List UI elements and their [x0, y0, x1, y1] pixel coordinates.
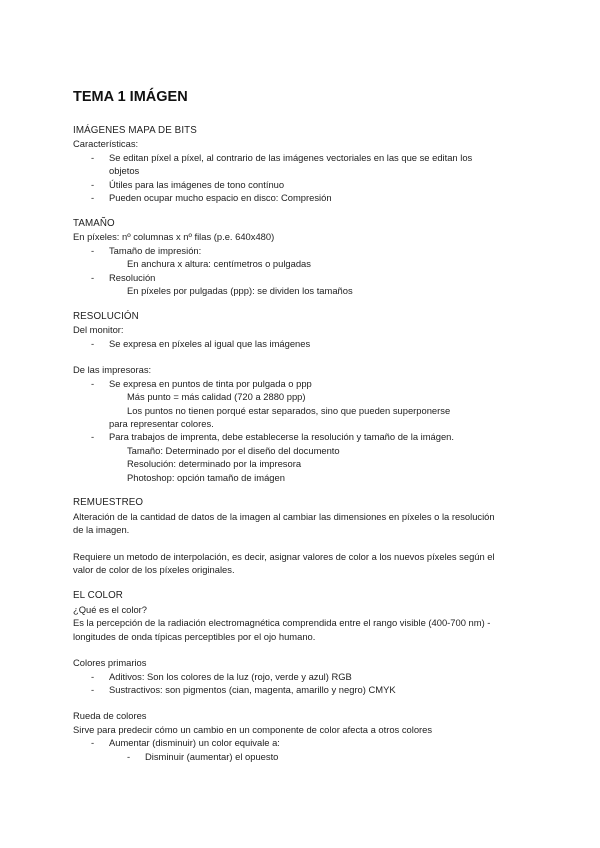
section-heading-tamano: TAMAÑO [73, 218, 115, 229]
list-item: Útiles para las imágenes de tono contínuo [109, 179, 285, 190]
list-item: Se expresa en píxeles al igual que las imágenes [109, 338, 311, 349]
list-item-detail: Resolución: determinado por la impresora [127, 458, 302, 469]
section-heading-bitmap: IMÁGENES MAPA DE BITS [73, 125, 197, 136]
list-item-detail: Tamaño: Determinado por el diseño del documento [127, 445, 340, 456]
list-item-continuation: para representar colores. [109, 418, 214, 429]
paragraph-line: Sirve para predecir cómo un cambio en un componente de color afecta a otros colores [73, 724, 433, 735]
section-subheading: Características: [73, 138, 139, 149]
section-heading-resolucion: RESOLUCIÓN [73, 311, 139, 322]
list-item-detail: Los puntos no tienen porqué estar separados, sino que pueden superponerse [127, 405, 451, 416]
section-subheading: Rueda de colores [73, 710, 147, 721]
list-item: Para trabajos de imprenta, debe establecerse la resolución y tamaño de la imágen. [109, 431, 454, 442]
list-item: Tamaño de impresión: [109, 245, 202, 256]
page-title: TEMA 1 IMÁGEN [73, 89, 188, 105]
section-heading-remuestreo: REMUESTREO [73, 497, 144, 508]
bullet-dash: - [91, 152, 95, 163]
list-item-detail: Más punto = más calidad (720 a 2880 ppp) [127, 391, 306, 402]
paragraph-line: Requiere un metodo de interpolación, es decir, asignar valores de color a los nuevos píxeles según el [73, 551, 495, 562]
bullet-dash: - [91, 431, 95, 442]
list-item-nested: Disminuir (aumentar) el opuesto [145, 751, 279, 762]
bullet-dash: - [91, 179, 95, 190]
list-item: Sustractivos: son pigmentos (cian, magenta, amarillo y negro) CMYK [109, 684, 396, 695]
section-subheading: Colores primarios [73, 657, 147, 668]
list-item-detail: En anchura x altura: centímetros o pulgadas [127, 258, 311, 269]
bullet-dash: - [91, 245, 95, 256]
section-subheading: Del monitor: [73, 324, 124, 335]
paragraph-line: Alteración de la cantidad de datos de la imagen al cambiar las dimensiones en píxeles o la resolución [73, 511, 495, 522]
question-line: ¿Qué es el color? [73, 604, 147, 615]
list-item-continuation: objetos [109, 165, 140, 176]
list-item: Aditivos: Son los colores de la luz (rojo, verde y azul) RGB [109, 671, 352, 682]
bullet-dash: - [91, 272, 95, 283]
section-subheading: De las impresoras: [73, 364, 152, 375]
list-item: Pueden ocupar mucho espacio en disco: Compresión [109, 192, 332, 203]
paragraph-line: valor de color de los píxeles originales. [73, 564, 235, 575]
list-item: Resolución [109, 272, 156, 283]
paragraph-line: longitudes de onda típicas perceptibles por el ojo humano. [73, 631, 316, 642]
bullet-dash: - [91, 671, 95, 682]
list-item: Aumentar (disminuir) un color equivale a: [109, 737, 280, 748]
list-item-detail: Photoshop: opción tamaño de imágen [127, 472, 285, 483]
bullet-dash: - [91, 737, 95, 748]
bullet-dash: - [91, 378, 95, 389]
list-item: Se editan píxel a píxel, al contrario de las imágenes vectoriales en las que se editan los [109, 152, 473, 163]
bullet-dash: - [91, 338, 95, 349]
bullet-dash: - [127, 751, 131, 762]
bullet-dash: - [91, 192, 95, 203]
paragraph-line: Es la percepción de la radiación electromagnética comprendida entre el rango visible (400-700 nm) - [73, 617, 491, 628]
list-item-detail: En píxeles por pulgadas (ppp): se dividen los tamaños [127, 285, 353, 296]
section-heading-color: EL COLOR [73, 590, 123, 601]
bullet-dash: - [91, 684, 95, 695]
list-item: Se expresa en puntos de tinta por pulgada o ppp [109, 378, 312, 389]
paragraph-line: de la imagen. [73, 524, 130, 535]
paragraph-line: En píxeles: nº columnas x nº filas (p.e. 640x480) [73, 231, 275, 242]
